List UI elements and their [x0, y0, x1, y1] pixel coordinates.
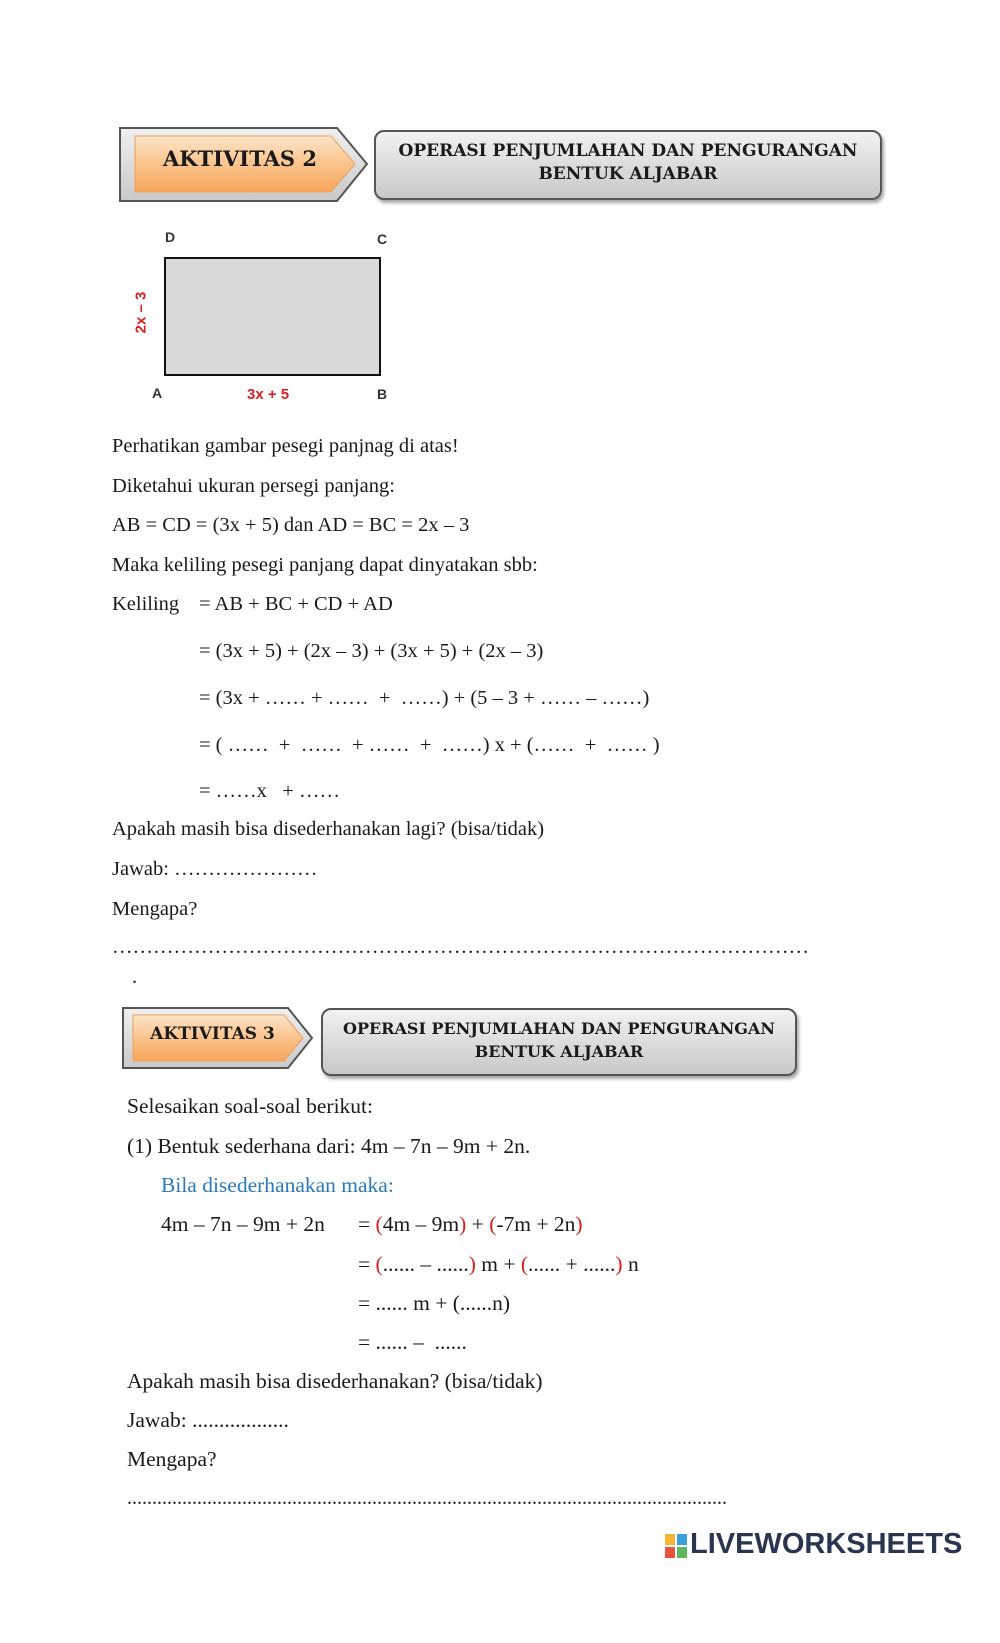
simplify-step-1: [358, 1210, 583, 1238]
activity3-label: AKTIVITAS 3: [150, 1024, 275, 1044]
paren-close: ): [615, 1252, 623, 1276]
corner-c-label: C: [377, 231, 388, 247]
blank-m-coefficients[interactable]: ...... – ......: [382, 1252, 469, 1276]
activity2-title-line2: BENTUK ALJABAR: [538, 164, 718, 184]
perimeter-step-4: = ( …… + …… + …… + ……) x + (…… + …… ): [199, 734, 660, 756]
perimeter-step-5: = ……x + ……: [199, 780, 340, 802]
paren-open: (: [520, 1252, 529, 1276]
corner-d-label: D: [165, 229, 176, 245]
simplify-step-2: [358, 1250, 639, 1278]
problem-1: (1) Bentuk sederhana dari: 4m – 7n – 9m + 2n.: [127, 1134, 531, 1158]
question-simplify: Apakah masih bisa disederhanakan lagi? (bisa/tidak): [112, 818, 545, 840]
simplify-step-3[interactable]: = ...... m + (......n): [358, 1291, 511, 1315]
paren-open: (: [375, 1252, 383, 1276]
group-m: 4m – 9m: [382, 1212, 460, 1236]
plus-sign: +: [466, 1212, 490, 1236]
activity3-title-line2: BENTUK ALJABAR: [474, 1042, 644, 1061]
question-simplify-2: Apakah masih bisa disederhanakan? (bisa/tidak): [127, 1369, 543, 1393]
corner-a-label: A: [152, 385, 163, 401]
paren-open: (: [375, 1212, 383, 1236]
text-known-size: Diketahui ukuran persegi panjang:: [112, 475, 395, 497]
text-solve-problems: Selesaikan soal-soal berikut:: [127, 1094, 373, 1118]
side-width-label: 3x + 5: [247, 386, 290, 403]
liveworksheets-brand: LIVEWORKSHEETS: [690, 1528, 963, 1560]
text-observe-figure: Perhatikan gambar pesegi panjnag di atas!: [112, 435, 459, 457]
perimeter-step-1: = AB + BC + CD + AD: [199, 593, 393, 615]
paren-open: (: [489, 1212, 497, 1236]
paren-close: ): [468, 1252, 476, 1276]
perimeter-step-2: = (3x + 5) + (2x – 3) + (3x + 5) + (2x – 3): [199, 640, 544, 662]
answer-line[interactable]: Jawab: …………………: [112, 858, 318, 880]
why-answer-line[interactable]: …………………………………………………………………………………………: [112, 936, 809, 958]
paren-close: ): [459, 1212, 467, 1236]
why-answer-line-2[interactable]: ........................................................................................................................: [127, 1487, 727, 1509]
n-suffix: n: [622, 1252, 639, 1276]
text-perimeter-intro: Maka keliling pesegi panjang dapat dinyatakan sbb:: [112, 554, 538, 576]
problem-1-expression: 4m – 7n – 9m + 2n: [161, 1212, 325, 1236]
paren-close: ): [575, 1212, 583, 1236]
why-label-2: Mengapa?: [127, 1447, 217, 1471]
m-plus: m +: [475, 1252, 521, 1276]
simplify-step-4[interactable]: = ...... – ......: [358, 1330, 467, 1354]
perimeter-step-3: = (3x + …… + …… + ……) + (5 – 3 + …… – ……): [199, 687, 650, 709]
rectangle-figure: [164, 257, 381, 376]
group-n: -7m + 2n: [496, 1212, 576, 1236]
trailing-dot: .: [132, 966, 138, 988]
answer-line-2[interactable]: Jawab: ..................: [127, 1408, 289, 1432]
activity3-title: [323, 1017, 795, 1063]
hint-simplified: Bila disederhanakan maka:: [161, 1173, 394, 1197]
liveworksheets-logo-icon: [665, 1534, 687, 1558]
activity2-title-line1: OPERASI PENJUMLAHAN DAN PENGURANGAN: [398, 141, 858, 161]
side-height-label: 2x – 3: [132, 291, 150, 334]
activity2-label: AKTIVITAS 2: [163, 146, 317, 171]
blank-n-coefficients[interactable]: ...... + ......: [528, 1252, 616, 1276]
corner-b-label: B: [377, 386, 388, 402]
activity2-title: [376, 140, 880, 186]
why-label: Mengapa?: [112, 898, 198, 920]
text-side-lengths: AB = CD = (3x + 5) dan AD = BC = 2x – 3: [112, 514, 470, 536]
activity3-title-line1: OPERASI PENJUMLAHAN DAN PENGURANGAN: [343, 1019, 775, 1038]
eq-sign: =: [358, 1252, 376, 1276]
keliling-label: Keliling: [112, 593, 180, 615]
eq-sign: =: [358, 1212, 376, 1236]
